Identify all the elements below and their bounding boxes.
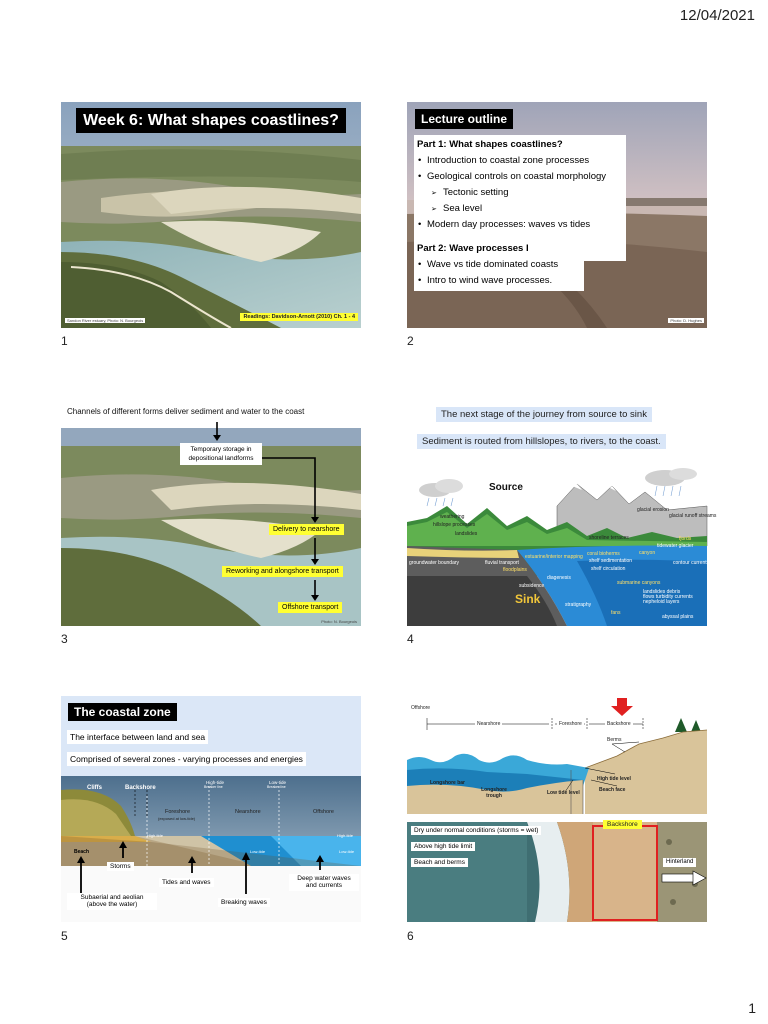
diagram-label: diagenesis — [547, 575, 571, 581]
zone-label: Low-tide — [339, 849, 355, 854]
outline-subitem: ➢ Sea level — [417, 201, 623, 217]
zone-label: Offshore — [313, 809, 334, 815]
profile-label: Berms — [607, 737, 622, 743]
outline-item: • Intro to wind wave processes. — [417, 273, 581, 289]
slide-number-2: 2 — [407, 334, 414, 348]
outline-item: • Modern day processes: waves vs tides — [417, 217, 623, 233]
process-label-storms: Storms — [107, 862, 134, 871]
flow-arrows — [61, 400, 361, 626]
hinterland-label: Hinterland — [663, 858, 696, 867]
slide-5[interactable] — [61, 696, 361, 922]
profile-label: Backshore — [607, 721, 631, 727]
slide-title: Week 6: What shapes coastlines? — [76, 108, 346, 133]
profile-label: Foreshore — [559, 721, 582, 727]
profile-label: Longshore trough — [481, 787, 507, 799]
zone-label: Backshore — [125, 785, 156, 791]
slide-4[interactable] — [407, 400, 717, 626]
diagram-label: shelf circulation — [591, 566, 626, 572]
profile-label: High tide level — [597, 776, 631, 782]
slide-number-4: 4 — [407, 632, 414, 646]
diagram-label: hillslope processes — [433, 522, 476, 528]
slide-number-5: 5 — [61, 929, 68, 943]
arrow-right-icon — [661, 870, 707, 886]
slide-title: The coastal zone — [68, 703, 177, 721]
profile-label: Offshore — [411, 705, 431, 711]
diagram-label: subsidence — [519, 583, 545, 589]
page-number: 1 — [748, 1000, 756, 1016]
zone-definition: The interface between land and sea — [67, 730, 208, 744]
zone-label: Foreshore — [165, 809, 191, 815]
part-1-heading: Part 1: What shapes coastlines? — [417, 139, 563, 150]
slide-6[interactable] — [407, 696, 707, 922]
slide-3[interactable] — [61, 400, 361, 626]
zone-description: Comprised of several zones - varying processes and energies — [67, 752, 306, 766]
delivery-label: Delivery to nearshore — [269, 524, 344, 535]
photo-bullet: Beach and berms — [411, 858, 468, 867]
profile-label: Beach face — [599, 787, 626, 793]
diagram-label: groundwater boundary — [409, 560, 460, 566]
diagram-label: glacial runoff streams — [669, 513, 717, 519]
zone-label: Beach — [74, 849, 90, 855]
slide-number-1: 1 — [61, 334, 68, 348]
diagram-label: landslides debris flows turbidity currents nepheloid layers — [643, 589, 693, 605]
diagram-label: abyssal plains — [662, 614, 694, 620]
diagram-label: shelf sedimentation — [589, 558, 633, 564]
profile-label: Nearshore — [477, 721, 501, 727]
profile-label: Low tide level — [547, 790, 580, 796]
slide-header: Channels of different forms deliver sediment and water to the coast — [67, 407, 305, 416]
offshore-label: Offshore transport — [278, 602, 342, 613]
zone-label: Low-tide — [269, 780, 287, 785]
photo-credit: Photo: N. Bourgeois — [321, 619, 357, 624]
slide-2[interactable] — [407, 102, 707, 328]
diagram-label: fans — [611, 610, 621, 616]
sink-label: Sink — [515, 592, 541, 606]
diagram-label: contour currents — [673, 560, 710, 566]
diagram-label: estuarine/interior mapping — [525, 554, 583, 560]
diagram-label: landslides — [455, 531, 478, 537]
diagram-label: tidewater glacier — [657, 543, 694, 549]
outline-part-2 — [414, 239, 584, 291]
outline-item: • Introduction to coastal zone processes — [417, 153, 623, 169]
page-date: 12/04/2021 — [679, 7, 755, 24]
sediment-routing-text: Sediment is routed from hillslopes, to rivers, to the coast. — [417, 434, 666, 449]
part-2-heading: Part 2: Wave processes I — [417, 243, 529, 254]
diagram-label: canyon — [639, 550, 656, 556]
zone-label: Cliffs — [87, 785, 102, 791]
reworking-label: Reworking and alongshore transport — [222, 566, 343, 577]
diagram-label: submarine canyons — [617, 580, 661, 586]
photo-credit: Sandon River estuary, Photo: N. Bourgeois — [67, 318, 144, 323]
source-label: Source — [489, 482, 523, 493]
zone-label: Breaker line — [204, 785, 223, 789]
zone-label: High-tide — [147, 833, 164, 838]
photo-bullet: Above high tide limit — [411, 842, 475, 851]
source-to-sink-heading: The next stage of the journey from source to sink — [436, 407, 652, 422]
zone-label: High-tide — [206, 780, 225, 785]
outline-item: • Geological controls on coastal morphology — [417, 169, 623, 185]
diagram-label: floodplains — [503, 567, 527, 573]
zone-label: Low-tide — [250, 849, 266, 854]
slide-1[interactable] — [61, 102, 361, 328]
slide-number-3: 3 — [61, 632, 68, 646]
aerial-coastline-photo — [61, 102, 361, 328]
process-label-breaking: Breaking waves — [218, 898, 270, 907]
zone-label: Breaker line — [267, 785, 286, 789]
zone-label: Nearshore — [235, 809, 261, 815]
storage-label: Temporary storage in depositional landforms — [180, 443, 262, 465]
diagram-label: shoreline terraces — [589, 535, 629, 541]
diagram-label: fluvial transport — [485, 560, 519, 566]
diagram-label: fjords — [679, 536, 692, 542]
outline-subitem: ➢ Tectonic setting — [417, 185, 623, 201]
beach-profile-diagram — [407, 696, 707, 816]
zone-label: High-tide — [337, 833, 354, 838]
diagram-label: weathering — [440, 514, 465, 520]
process-label-subaerial: Subaerial and aeolian (above the water) — [67, 893, 157, 910]
zone-label: (exposed at low-tide) — [158, 816, 196, 821]
readings-label: Readings: Davidson-Arnott (2010) Ch. 1 - 4 — [240, 313, 358, 321]
slide-title: Lecture outline — [415, 109, 513, 129]
profile-label: Longshore bar — [430, 780, 466, 786]
photo-credit: Photo: D. Hughes — [670, 318, 702, 323]
diagram-label: glacial erosion — [637, 507, 669, 513]
process-label-tides: Tides and waves — [159, 878, 214, 887]
diagram-label: stratigraphy — [565, 602, 592, 608]
outline-item: • Wave vs tide dominated coasts — [417, 257, 581, 273]
backshore-photo-label: Backshore — [603, 820, 642, 829]
slide-number-6: 6 — [407, 929, 414, 943]
diagram-label: coral bioherms — [587, 551, 620, 557]
photo-bullet: Dry under normal conditions (storms = wet) — [411, 826, 541, 835]
process-label-deep-water: Deep water waves and currents — [289, 874, 359, 891]
